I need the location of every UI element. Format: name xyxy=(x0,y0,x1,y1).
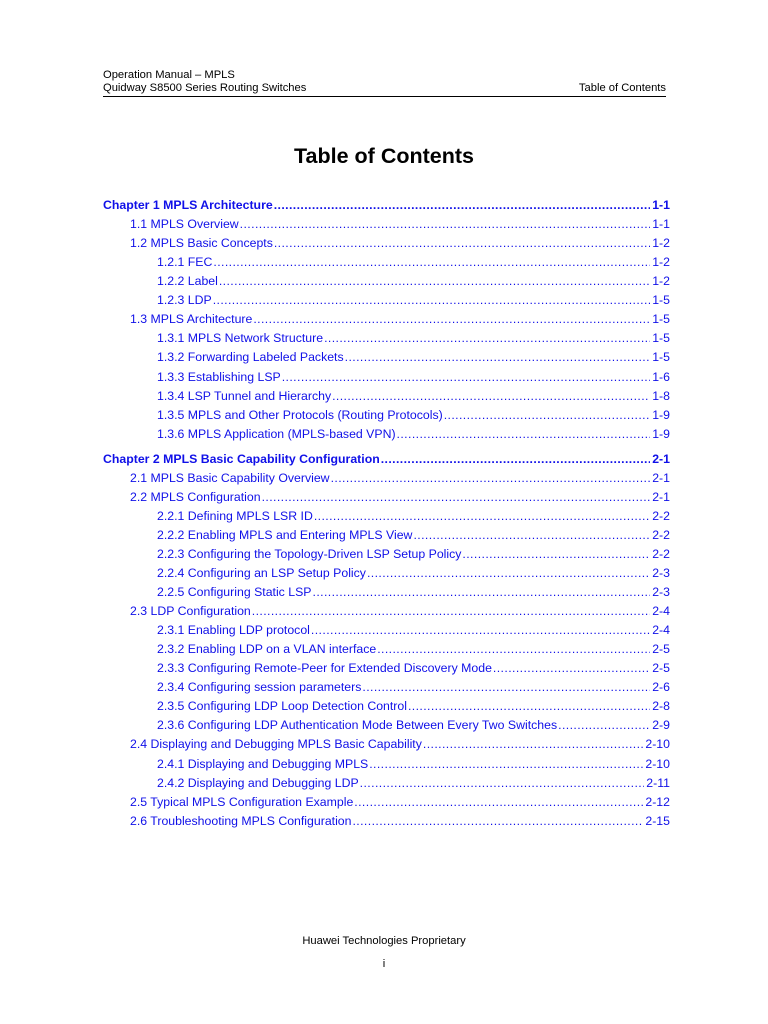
toc-chapter-link[interactable] xyxy=(103,196,670,215)
toc-entry-title: 1.3.6 MPLS Application (MPLS-based VPN) xyxy=(157,426,396,441)
toc-chapter-link[interactable] xyxy=(103,450,670,469)
footer-proprietary-notice: Huawei Technologies Proprietary xyxy=(302,935,466,947)
toc-entry-title: 2.2.5 Configuring Static LSP xyxy=(157,585,312,599)
toc-page-number: 1-5 xyxy=(652,350,670,365)
toc-dot-leader xyxy=(558,716,650,735)
toc-subsection-link[interactable] xyxy=(157,425,670,444)
toc-entry-title: 1.3.4 LSP Tunnel and Hierarchy xyxy=(157,388,332,403)
toc-entry-title: 2.3.6 Configuring LDP Authentication Mode Between Every Two Switches xyxy=(157,718,558,733)
toc-section-link[interactable] xyxy=(130,793,670,812)
toc-dot-leader xyxy=(423,735,643,754)
toc-subsection-link[interactable] xyxy=(157,755,670,774)
toc-entry-title: 2.2.1 Defining MPLS LSR ID xyxy=(157,508,313,523)
toc-dot-leader xyxy=(311,621,650,640)
toc-entry-title: 2.3.3 Configuring Remote-Peer for Extended Discovery Mode xyxy=(157,661,492,676)
toc-subsection-link[interactable] xyxy=(157,348,670,367)
toc-dot-leader xyxy=(345,348,651,367)
toc-page-number: 2-11 xyxy=(646,775,670,790)
toc-page-number: 2-5 xyxy=(652,642,670,657)
toc-dot-leader xyxy=(369,755,643,774)
toc-subsection-link[interactable] xyxy=(157,526,670,545)
toc-entry-title: 2.2 MPLS Configuration xyxy=(130,489,261,504)
toc-page-number: 2-6 xyxy=(652,680,670,695)
toc-page-number: 2-10 xyxy=(645,756,670,771)
toc-dot-leader xyxy=(252,602,650,621)
toc-dot-leader xyxy=(352,812,643,831)
toc-entry-title: 2.2.4 Configuring an LSP Setup Policy xyxy=(157,566,366,580)
toc-page-number: 1-8 xyxy=(652,388,670,403)
toc-dot-leader xyxy=(493,659,650,678)
toc-subsection-link[interactable] xyxy=(157,621,670,640)
toc-page-number: 2-2 xyxy=(652,546,670,561)
toc-subsection-link[interactable] xyxy=(157,329,670,348)
toc-dot-leader xyxy=(262,488,651,507)
toc-entry-title: 2.4 Displaying and Debugging MPLS Basic Capability xyxy=(130,737,422,752)
toc-page-number: 1-6 xyxy=(652,369,670,384)
toc-dot-leader xyxy=(313,583,651,602)
toc-page-number: 1-5 xyxy=(652,293,670,308)
toc-subsection-link[interactable] xyxy=(157,697,670,716)
toc-dot-leader xyxy=(213,291,651,310)
toc-page-number: 1-2 xyxy=(652,255,670,270)
header-product-name: Quidway S8500 Series Routing Switches xyxy=(103,82,307,94)
toc-subsection-link[interactable] xyxy=(157,507,670,526)
toc-section-link[interactable] xyxy=(130,735,670,754)
toc-dot-leader xyxy=(381,450,651,469)
toc-entry-title: 1.3.3 Establishing LSP xyxy=(157,369,281,384)
toc-dot-leader xyxy=(354,793,643,812)
toc-entry-title: 2.2.3 Configuring the Topology-Driven LSP Setup Policy xyxy=(157,546,462,561)
toc-page-number: 2-3 xyxy=(652,566,670,580)
toc-entry-title: 1.3.2 Forwarding Labeled Packets xyxy=(157,350,344,365)
toc-dot-leader xyxy=(367,564,650,583)
toc-subsection-link[interactable] xyxy=(157,291,670,310)
toc-subsection-link[interactable] xyxy=(157,583,670,602)
toc-page-number: 1-2 xyxy=(652,274,670,289)
toc-dot-leader xyxy=(462,545,650,564)
toc-page-number: 2-1 xyxy=(652,451,670,466)
toc-dot-leader xyxy=(413,526,650,545)
toc-subsection-link[interactable] xyxy=(157,368,670,387)
toc-page-number: 1-9 xyxy=(652,407,670,422)
toc-entry-title: 2.2.2 Enabling MPLS and Entering MPLS View xyxy=(157,527,413,542)
toc-page-number: 2-5 xyxy=(652,661,670,676)
toc-dot-leader xyxy=(331,469,651,488)
toc-page-number: 1-1 xyxy=(652,217,670,232)
toc-entry-title: 1.3 MPLS Architecture xyxy=(130,312,253,327)
toc-section-link[interactable] xyxy=(130,469,670,488)
toc-entry-title: 1.1 MPLS Overview xyxy=(130,217,239,232)
toc-page-number: 2-2 xyxy=(652,527,670,542)
toc-subsection-link[interactable] xyxy=(157,406,670,425)
header-divider xyxy=(103,96,666,97)
header-manual-title: Operation Manual – MPLS xyxy=(103,69,235,81)
toc-page-number: 2-2 xyxy=(652,508,670,523)
toc-page-number: 2-8 xyxy=(652,699,670,714)
toc-page-number: 1-2 xyxy=(652,236,670,251)
toc-dot-leader xyxy=(253,310,650,329)
toc-entry-title: 2.3.2 Enabling LDP on a VLAN interface xyxy=(157,642,377,657)
toc-page-number: 2-4 xyxy=(652,623,670,638)
toc-dot-leader xyxy=(213,253,650,272)
toc-entry-title: 2.1 MPLS Basic Capability Overview xyxy=(130,470,330,485)
toc-entry-title: 2.4.1 Displaying and Debugging MPLS xyxy=(157,756,369,771)
toc-section-link[interactable] xyxy=(130,602,670,621)
toc-page-number: 1-9 xyxy=(652,426,670,441)
header-section-name: Table of Contents xyxy=(578,82,666,94)
toc-page-number: 2-3 xyxy=(652,585,670,599)
toc-entry-title: 2.3.4 Configuring session parameters xyxy=(157,680,362,695)
toc-page-number: 2-12 xyxy=(645,794,670,809)
toc-section-link[interactable] xyxy=(130,812,670,831)
toc-subsection-link[interactable] xyxy=(157,564,670,583)
toc-page-number: 2-15 xyxy=(645,813,670,828)
toc-entry-title: 2.3.1 Enabling LDP protocol xyxy=(157,623,310,638)
toc-page-number: 2-1 xyxy=(652,489,670,504)
toc-dot-leader xyxy=(397,425,651,444)
toc-section-link[interactable] xyxy=(130,215,670,234)
toc-dot-leader xyxy=(314,507,650,526)
toc-subsection-link[interactable] xyxy=(157,774,670,793)
toc-entry-title: 1.2.2 Label xyxy=(157,274,218,289)
toc-entry-title: 2.5 Typical MPLS Configuration Example xyxy=(130,794,354,809)
toc-subsection-link[interactable] xyxy=(157,272,670,291)
toc-page-number: 1-1 xyxy=(652,198,670,212)
toc-section-link[interactable] xyxy=(130,234,670,253)
toc-page-number: 1-5 xyxy=(652,312,670,327)
toc-dot-leader xyxy=(444,406,651,425)
toc-dot-leader xyxy=(274,234,650,253)
toc-dot-leader xyxy=(377,640,650,659)
toc-subsection-link[interactable] xyxy=(157,640,670,659)
toc-dot-leader xyxy=(274,196,651,215)
toc-dot-leader xyxy=(332,387,650,406)
toc-page-number: 2-4 xyxy=(652,604,670,619)
toc-subsection-link[interactable] xyxy=(157,253,670,272)
toc-entry-title: 2.3 LDP Configuration xyxy=(130,604,251,619)
toc-section-link[interactable] xyxy=(130,310,670,329)
toc-page-number: 2-1 xyxy=(652,470,670,485)
toc-section-link[interactable] xyxy=(130,488,670,507)
toc-dot-leader xyxy=(240,215,651,234)
toc-dot-leader xyxy=(362,678,650,697)
toc-entry-title: 2.4.2 Displaying and Debugging LDP xyxy=(157,775,359,790)
toc-dot-leader xyxy=(219,272,650,291)
toc-subsection-link[interactable] xyxy=(157,545,670,564)
toc-subsection-link[interactable] xyxy=(157,659,670,678)
toc-entry-title: 1.2.1 FEC xyxy=(157,255,213,270)
toc-entry-title: 1.2.3 LDP xyxy=(157,293,212,308)
toc-entry-title: Chapter 2 MPLS Basic Capability Configuration xyxy=(103,451,380,466)
toc-page-number: 2-9 xyxy=(652,718,670,733)
toc-dot-leader xyxy=(408,697,650,716)
toc-page-number: 2-10 xyxy=(645,737,670,752)
toc-subsection-link[interactable] xyxy=(157,387,670,406)
toc-dot-leader xyxy=(324,329,650,348)
toc-subsection-link[interactable] xyxy=(157,678,670,697)
page-header xyxy=(103,69,666,95)
toc-entry-title: 2.6 Troubleshooting MPLS Configuration xyxy=(130,813,352,828)
toc-subsection-link[interactable] xyxy=(157,716,670,735)
toc-entry-title: 1.2 MPLS Basic Concepts xyxy=(130,236,273,251)
toc-page-number: 1-5 xyxy=(652,331,670,346)
toc-entry-title: Chapter 1 MPLS Architecture xyxy=(103,198,273,212)
page-title: Table of Contents xyxy=(294,144,474,168)
toc-dot-leader xyxy=(282,368,650,387)
toc-dot-leader xyxy=(360,774,645,793)
toc-entry-title: 1.3.5 MPLS and Other Protocols (Routing Protocols) xyxy=(157,407,443,422)
header-second-row xyxy=(103,82,666,95)
toc-entry-title: 2.3.5 Configuring LDP Loop Detection Control xyxy=(157,699,407,714)
toc-entry-title: 1.3.1 MPLS Network Structure xyxy=(157,331,324,346)
footer-page-number: i xyxy=(382,958,386,970)
